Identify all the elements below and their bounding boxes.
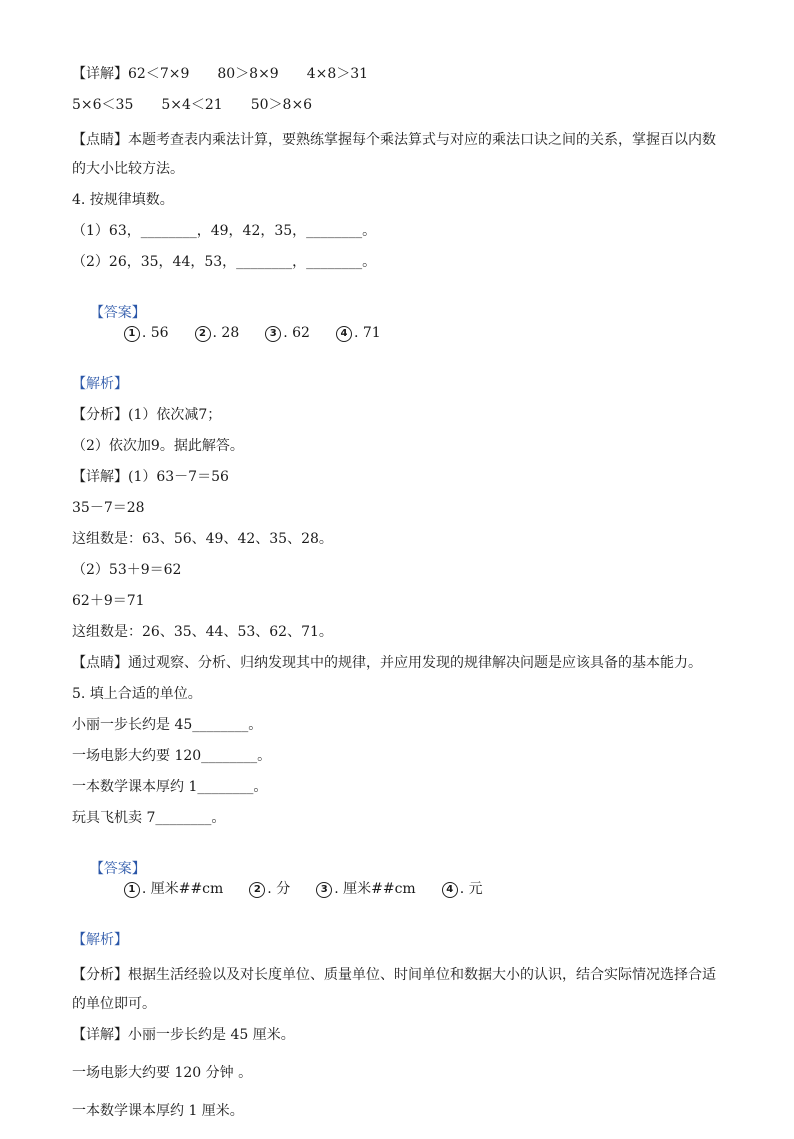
answer-item: 4 . 元 <box>442 879 483 899</box>
circled-number: 1 <box>124 326 140 342</box>
answer-item: 3 . 62 <box>265 323 310 343</box>
jiexi-label: 【解析】 <box>72 932 128 948</box>
document-page <box>72 64 722 1139</box>
question-4-answer-row <box>72 283 722 363</box>
question-4-title: 4. 按规律填数。 <box>72 192 174 208</box>
answer-label: 【答案】 <box>89 305 146 321</box>
answer-list <box>124 879 483 899</box>
detail-line-1: 【详解】62＜7×9 80＞8×9 4×8＞31 <box>72 66 369 82</box>
fenxi-paragraph: 【分析】根据生活经验以及对长度单位、质量单位、时间单位和数据大小的认识，结合实际情况选择合适的单位即可。 <box>72 967 716 1012</box>
answer-item: 1 . 56 <box>124 323 169 343</box>
answer-item: 2 . 28 <box>195 323 240 343</box>
question-5-title: 5. 填上合适的单位。 <box>72 686 202 702</box>
answer-label: 【答案】 <box>89 861 146 877</box>
question-5-item-1: 小丽一步长约是 45________。 <box>72 717 263 733</box>
xiangjie-line-2: 一场电影大约要 120 分钟 。 <box>72 1065 253 1081</box>
detail-line-2: 5×6＜35 5×4＜21 50＞8×6 <box>72 97 313 113</box>
circled-number: 3 <box>316 882 332 898</box>
answer-item: 1 . 厘米##cm <box>124 879 223 899</box>
xiangjie-line-3: 这组数是：63、56、49、42、35、28。 <box>72 531 333 547</box>
circled-number: 2 <box>249 882 265 898</box>
question-5-item-2: 一场电影大约要 120________。 <box>72 748 272 764</box>
circled-number: 4 <box>442 882 458 898</box>
xiangjie-line-3: 一本数学课本厚约 1 厘米。 <box>72 1103 244 1119</box>
question-5-answer-row <box>72 839 722 919</box>
answer-item: 2 . 分 <box>249 879 290 899</box>
xiangjie-line-2: 35－7＝28 <box>72 500 145 516</box>
circled-number: 3 <box>265 326 281 342</box>
fenxi-line-1: 【分析】(1）依次减7； <box>72 407 222 423</box>
circled-number: 2 <box>195 326 211 342</box>
xiangjie-line-5: 62＋9＝71 <box>72 593 145 609</box>
dianjing-line: 【点睛】通过观察、分析、归纳发现其中的规律，并应用发现的规律解决问题是应该具备的基本能力。 <box>72 655 702 671</box>
xiangjie-line-4: （2）53＋9＝62 <box>72 562 182 578</box>
answer-list <box>124 323 381 343</box>
question-4-part-2: （2）26，35，44，53，________，________。 <box>72 254 377 270</box>
xiangjie-line-6: 这组数是：26、35、44、53、62、71。 <box>72 624 333 640</box>
question-5-item-4: 玩具飞机卖 7________。 <box>72 810 226 826</box>
dianjing-paragraph: 【点睛】本题考查表内乘法计算，要熟练掌握每个乘法算式与对应的乘法口诀之间的关系，掌握百以内数的大小比较方法。 <box>72 132 716 177</box>
answer-item: 3 . 厘米##cm <box>316 879 415 899</box>
answer-item: 4 . 71 <box>336 323 381 343</box>
xiangjie-line-1: 【详解】(1）63－7＝56 <box>72 469 229 485</box>
question-4-part-1: （1）63，________，49，42，35，________。 <box>72 223 377 239</box>
fenxi-line-2: （2）依次加9。据此解答。 <box>72 438 244 454</box>
circled-number: 4 <box>336 326 352 342</box>
question-5-item-3: 一本数学课本厚约 1________。 <box>72 779 268 795</box>
circled-number: 1 <box>124 882 140 898</box>
jiexi-label: 【解析】 <box>72 376 128 392</box>
xiangjie-line-1: 【详解】小丽一步长约是 45 厘米。 <box>72 1027 295 1043</box>
